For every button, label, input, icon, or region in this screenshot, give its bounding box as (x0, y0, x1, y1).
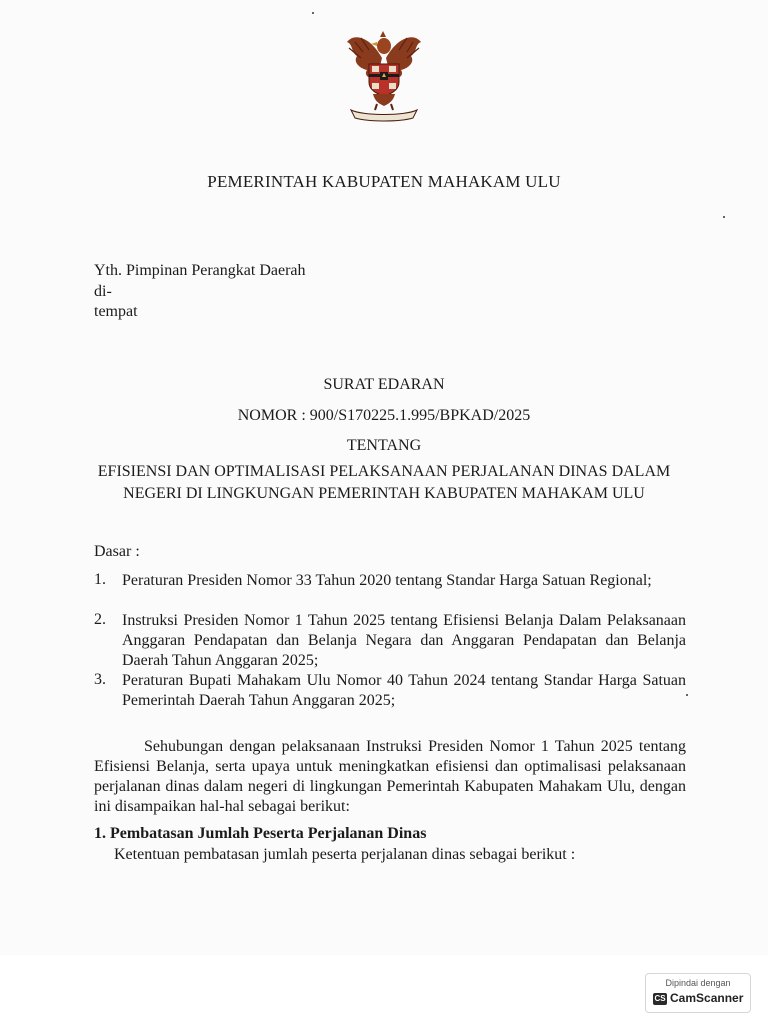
letter-about: TENTANG (346, 437, 422, 454)
recipient-line: tempat (94, 303, 138, 320)
basis-item-text: Peraturan Bupati Mahakam Ulu Nomor 40 Tahun 2024 tentang Standar Harga Satuan Pemerintah Daerah Tahun Anggaran 2025; (122, 672, 686, 709)
scan-speck (312, 12, 314, 14)
recipient-line: Yth. Pimpinan Perangkat Daerah (94, 262, 306, 279)
scan-speck (723, 216, 725, 218)
badge-caption: Dipindai dengan (665, 978, 731, 988)
camscanner-logo-icon: CS (654, 994, 666, 1003)
recipient-line: di- (94, 283, 112, 300)
garuda-emblem-icon (333, 28, 435, 122)
basis-item-number: 1. (94, 571, 106, 588)
section-heading: 1. Pembatasan Jumlah Peserta Perjalanan Dinas (94, 825, 427, 842)
basis-item-number: 3. (94, 671, 106, 688)
basis-item-number: 2. (94, 611, 106, 628)
basis-label: Dasar : (94, 543, 140, 560)
camscanner-badge (645, 973, 751, 1013)
section-text: Ketentuan pembatasan jumlah peserta perjalanan dinas sebagai berikut : (114, 846, 576, 863)
letter-number: NOMOR : 900/S170225.1.995/BPKAD/2025 (237, 407, 531, 424)
basis-item-text: Instruksi Presiden Nomor 1 Tahun 2025 tentang Efisiensi Belanja Dalam Pelaksanaan Anggaran Pendapatan dan Belanja Negara dan Anggaran Pendapatan dan Belanja Daerah Tahun Anggaran 2025; (122, 612, 686, 669)
badge-brand: CamScanner (670, 991, 744, 1005)
scan-speck (686, 694, 688, 696)
basis-item-text: Peraturan Presiden Nomor 33 Tahun 2020 tentang Standar Harga Satuan Regional; (122, 572, 652, 589)
letter-subject (0, 461, 768, 505)
body-paragraph: Sehubungan dengan pelaksanaan Instruksi Presiden Nomor 1 Tahun 2025 tentang Efisiensi Belanja, serta upaya untuk meningkatkan efisiensi dan optimalisasi pelaksanaan perjalanan dinas dalam negeri di lingkungan Pemerintah Kabupaten Mahakam Ulu, dengan ini disampaikan hal-hal sebagai berikut: (94, 738, 686, 815)
subject-line: NEGERI DI LINGKUNGAN PEMERINTAH KABUPATEN MAHAKAM ULU (123, 485, 645, 502)
government-title: PEMERINTAH KABUPATEN MAHAKAM ULU (207, 172, 561, 191)
letter-type: SURAT EDARAN (323, 376, 445, 393)
subject-line: EFISIENSI DAN OPTIMALISASI PELAKSANAAN PERJALANAN DINAS DALAM (97, 463, 671, 480)
